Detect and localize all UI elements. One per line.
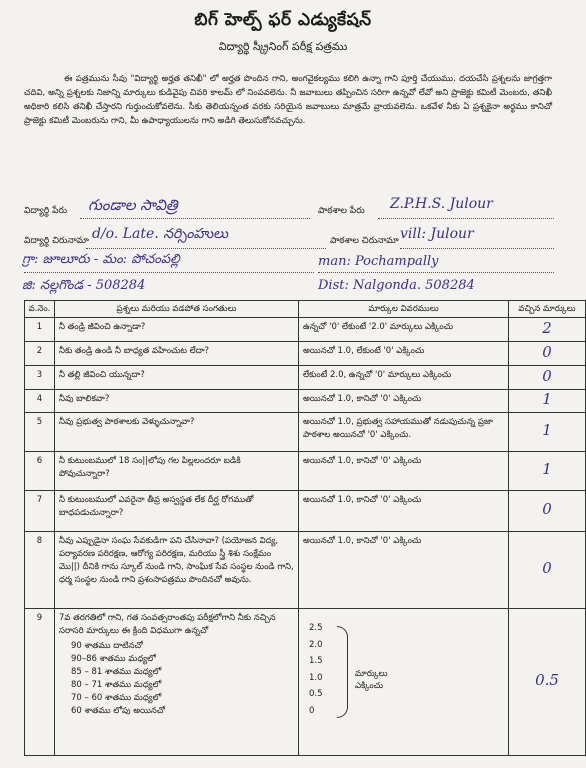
scale-value: 0 xyxy=(309,705,315,716)
row-mark: 2 xyxy=(542,318,552,337)
row-mark-cell[interactable] xyxy=(509,452,586,491)
row-info-cell xyxy=(299,609,509,756)
row-info: అయినచో 1.0, లేకుంటే '0' ఎక్కించు xyxy=(299,342,509,366)
school-address-label: పాఠశాల చిరునామా xyxy=(330,236,399,246)
row-question: నీవు బాలికవా? xyxy=(55,390,299,413)
row-mark: 1 xyxy=(542,421,552,439)
row-question: నీవు ప్రభుత్వ పాఠశాలకు వెళ్ళుచున్నావా? xyxy=(55,413,299,452)
row-sno: 4 xyxy=(25,390,55,413)
row-sno: 6 xyxy=(25,452,55,491)
screening-table xyxy=(24,300,586,756)
school-name-line xyxy=(378,218,554,219)
village-value[interactable]: గ్రా: జూలూరు - మం: పోచంపల్లి xyxy=(22,252,180,267)
mandal-line xyxy=(318,272,554,273)
row-mark: 0 xyxy=(542,342,552,361)
row-mark: 1 xyxy=(542,460,552,478)
marks-scale xyxy=(303,612,504,738)
row-mark: 0.5 xyxy=(535,671,559,689)
percentage-list xyxy=(71,640,294,718)
table-row xyxy=(25,491,586,532)
percentage-item: 90 శాతము దాటినచో xyxy=(71,641,143,651)
table-row xyxy=(25,318,586,342)
student-address-label: విద్యార్థి చిరునామా xyxy=(24,236,89,246)
student-address-line xyxy=(86,248,326,249)
village-line xyxy=(24,272,314,273)
row-mark-cell[interactable] xyxy=(509,491,586,532)
row-sno: 8 xyxy=(25,532,55,609)
scale-value: 2.5 xyxy=(309,623,323,633)
table-row xyxy=(25,609,586,756)
table-row xyxy=(25,452,586,491)
row-sno: 9 xyxy=(25,609,55,756)
percentage-item: 70 – 60 శాతము మధ్యలో xyxy=(71,693,162,703)
dist-value[interactable]: Dist: Nalgonda. 508284 xyxy=(318,278,475,293)
row-mark-cell[interactable] xyxy=(509,366,586,390)
row-info: లేకుంటే 2.0, ఉన్నచో '0' మార్కులు ఎక్కించు xyxy=(299,366,509,390)
row-question: నీ కుటుంబములో ఎవరైనా తీవ్ర అస్వస్థత లేక దీర్ఘ రోగముతో బాధపడుచున్నారా? xyxy=(55,491,299,532)
row-mark: 0 xyxy=(542,366,552,385)
table-row xyxy=(25,532,586,609)
student-name-value[interactable]: గుండాల సావిత్రి xyxy=(88,196,178,214)
school-name-label: పాఠశాల పేరు xyxy=(318,206,365,216)
row-question: నీ కుటుంబములో 18 సం||లోపు గల పిల్లలందరూ బడికి పోవుచున్నారా? xyxy=(55,452,299,491)
scale-value: 1.5 xyxy=(309,656,323,667)
row-question: 7వ తరగతిలో గాని, గత సంవత్సరాంతపు పరీక్షలోగాని నీకు నచ్చిన సరాసరి మార్కులు ఈ క్రింది విధముగా ఉన్నచో xyxy=(59,613,276,636)
row-sno: 3 xyxy=(25,366,55,390)
percentage-item: 85 – 81 శాతము మధ్యలో xyxy=(71,667,162,677)
percentage-item: 60 శాతము లోపు అయినచో xyxy=(71,706,166,716)
brace-icon xyxy=(337,626,348,718)
row-mark-cell[interactable] xyxy=(509,390,586,413)
row-sno: 1 xyxy=(25,318,55,342)
row-mark-cell[interactable] xyxy=(509,318,586,342)
scale-value: 1.0 xyxy=(309,672,323,683)
row-info: అయినచో 1.0, కానిచో '0' ఎక్కించు xyxy=(299,491,509,532)
table-row xyxy=(25,413,586,452)
scale-value: 2.0 xyxy=(309,639,323,650)
scale-label: ఎక్కించు xyxy=(355,681,384,691)
school-address-line xyxy=(400,248,554,249)
mandal-value[interactable]: man: Pochampally xyxy=(318,254,439,269)
table-row xyxy=(25,390,586,413)
table-row xyxy=(25,366,586,390)
header-marks-got: వచ్చిన మార్కులు xyxy=(509,301,586,318)
row-question: నీకు తండ్రి ఉండి నీ బాధ్యత వహించుట లేదా? xyxy=(55,342,299,366)
parent-value[interactable]: d/o. Late. నర్సింహులు xyxy=(92,226,228,242)
school-name-value[interactable]: Z.P.H.S. Julour xyxy=(390,196,493,212)
row-question-cell xyxy=(55,609,299,756)
row-mark: 0 xyxy=(542,500,552,518)
student-name-line xyxy=(80,218,310,219)
row-info: అయినచో 1.0, కానిచో '0' ఎక్కించు xyxy=(299,452,509,491)
row-info: అయినచో 1.0, కానిచో '0' ఎక్కించు xyxy=(299,390,509,413)
school-address-value[interactable]: vill: Julour xyxy=(400,226,474,242)
row-question: నీ తండ్రి జీవించి ఉన్నాడా? xyxy=(55,318,299,342)
percentage-item: 90–86 శాతము మధ్యలో xyxy=(71,654,156,664)
row-sno: 5 xyxy=(25,413,55,452)
header-marks-info: మార్కుల వివరములు xyxy=(299,301,509,318)
scale-value: 0.5 xyxy=(309,689,323,700)
row-mark-cell[interactable] xyxy=(509,532,586,609)
student-name-label: విద్యార్థి పేరు xyxy=(24,206,67,216)
document-title: బిగ్ హెల్ప్ ఫర్ ఎడ్యుకేషన్ xyxy=(194,10,372,30)
document-subtitle: విద్యార్థి స్క్రీనింగ్ పరీక్ష పత్రము xyxy=(218,40,348,53)
row-question: నీవు ఎప్పుడైనా సంఘ సేవకుడిగా పని చేసినావా? (పయోజన విద్య, పర్యావరణ పరిరక్షణ, ఆరోగ్య పరిరక్షణ, మరియు స్త్రీ శిశు సంక్షేమం మొ||) దీనికి గాను స్కూల్ నుండి గాని, సాంఘిక సేవ సంస్థల నుండి గాని, ధర్మ సంస్థల నుండి గాని ప్రశంసాపత్రము పొందినచో అవును. xyxy=(55,532,299,609)
percentage-item: 80 – 71 శాతము మధ్యలో xyxy=(71,680,162,690)
row-mark-cell[interactable] xyxy=(509,609,586,756)
row-info: ఉన్నచో '0' లేకుంటే '2.0' మార్కులు ఎక్కించు xyxy=(299,318,509,342)
row-info: అయినచో 1.0, ప్రభుత్వ సహాయముతో నడుపుచున్న ప్రజా పాఠశాల అయినచో '0' ఎక్కించు. xyxy=(299,413,509,452)
scale-label: మార్కులు xyxy=(355,669,388,679)
row-sno: 2 xyxy=(25,342,55,366)
table-row xyxy=(25,342,586,366)
row-sno: 7 xyxy=(25,491,55,532)
district-value[interactable]: జి: నల్లగొండ - 508284 xyxy=(22,278,146,293)
row-mark-cell[interactable] xyxy=(509,342,586,366)
header-question: ప్రశ్నలు మరియు వడపోత సంగతులు xyxy=(55,301,299,318)
instructions-paragraph: ఈ పత్రమును సీవు "విద్యార్థి అర్హత తనిఖీ" లో అర్హత పొందిన గాని, అంగవైకల్యము కలిగి ఉన్నా గాని పూర్తి చేయుము. దయచేసి ప్రశ్నలను జాగ్రత్తగా చదివి, అన్ని ప్రశ్నలకు నిజాన్ని మార్కులు కుడివైపు చివరి కాలమ్ లో నింపవలెను. నీ జవాబులు తప్పించిన సరిగా ఉన్నవో లేవో అని ప్రాజెక్టు కమిటీ మెంబరు, తనిఖీ అధికారి కలిసి తనిఖీ చేస్తారని గుర్తుంచుకోవలెను. సీకు తెలియన్నంత వరకు సరియైన జవాబులు మాత్రమే వ్రాయవలెను. ఒకవేళ నీకు ఏ ప్రశ్నకైనా అర్థము కానిచో ప్రాజెక్టు కమిటీ మెంబరును గాని, మీ ఉపాధ్యాయులను గాని అడిగి తెలుసుకోనవచ్చును. xyxy=(24,74,552,126)
row-mark-cell[interactable] xyxy=(509,413,586,452)
row-info: అయినచో 1.0, కానిచో '0' ఎక్కించు xyxy=(299,532,509,609)
row-question: నీ తల్లి జీవించి యున్నదా? xyxy=(55,366,299,390)
row-mark: 1 xyxy=(542,390,552,408)
row-mark: 0 xyxy=(542,559,552,577)
header-sno: వ.నెం. xyxy=(25,301,55,318)
